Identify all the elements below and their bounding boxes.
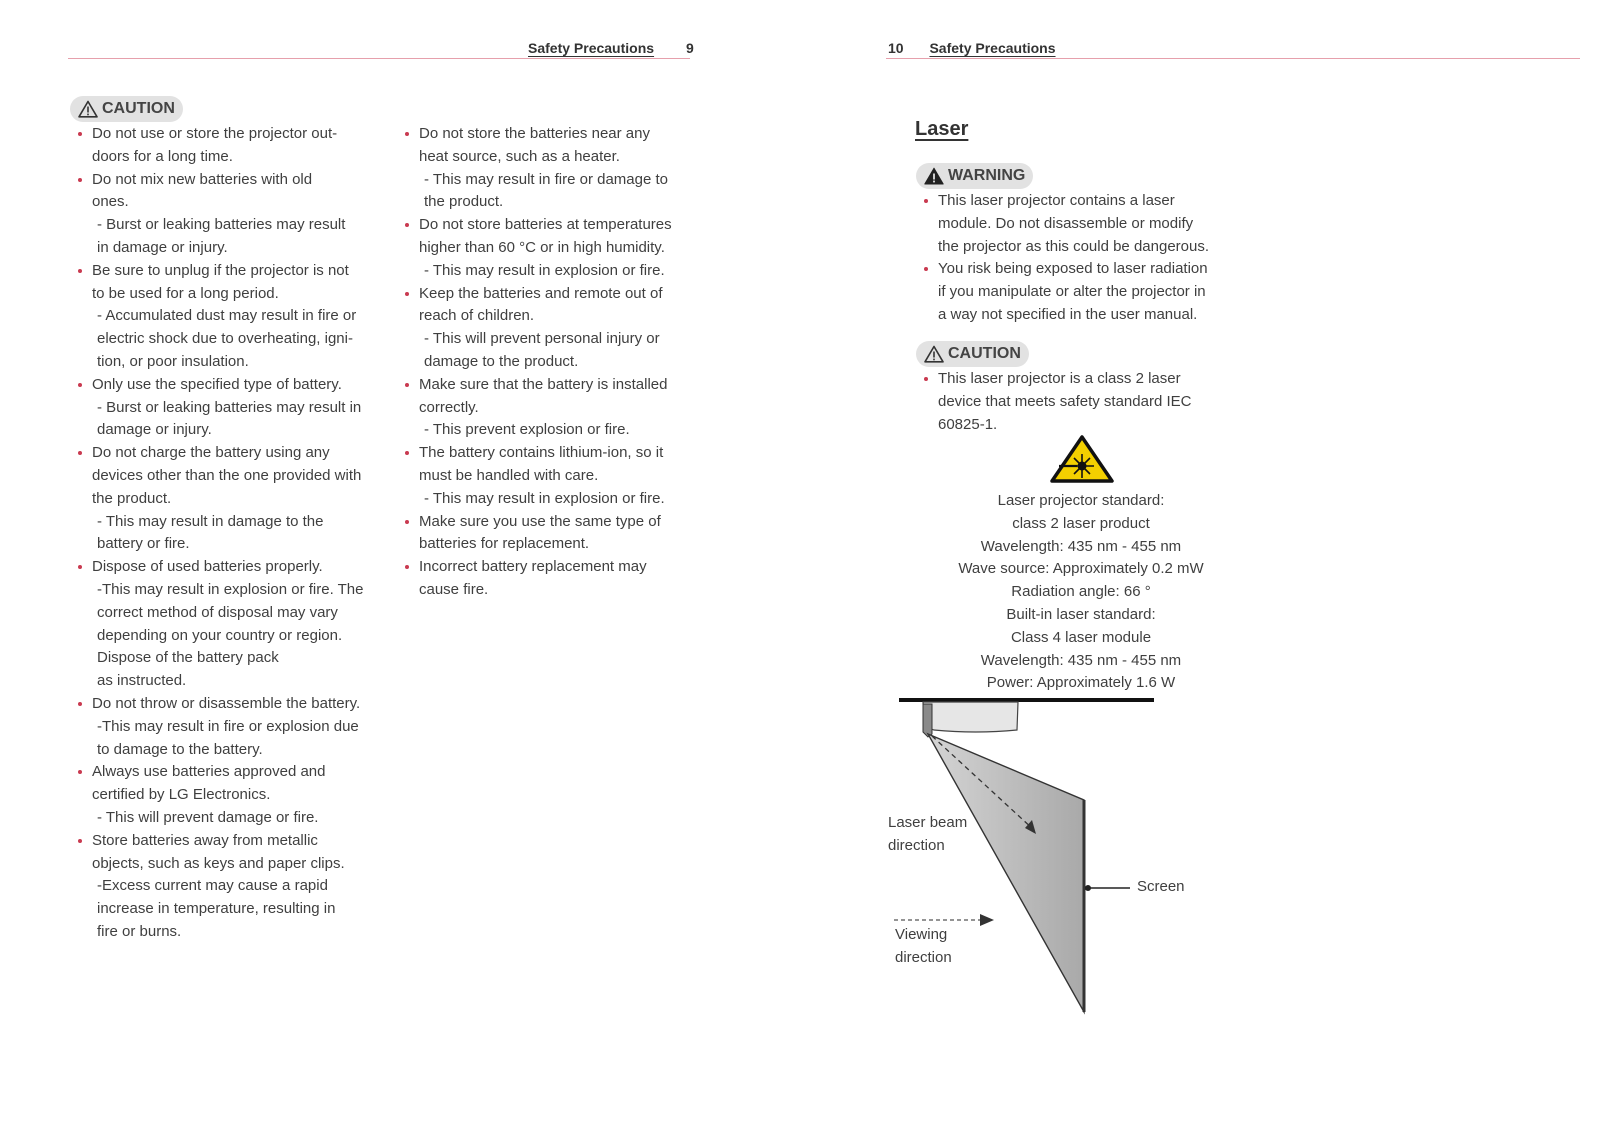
- bullet-subtext: - Burst or leaking batteries may result in damage or injury.: [97, 398, 362, 439]
- header-title: Safety Precautions: [528, 40, 655, 56]
- bullet-subtext: - Burst or leaking batteries may result in damage or injury.: [97, 216, 346, 256]
- warning-list: [920, 190, 1250, 327]
- bullet-subtext: - This will prevent damage or fire.: [97, 808, 319, 826]
- spec-line: Radiation angle: 66 °: [1011, 583, 1151, 601]
- bullet-item: [401, 374, 711, 442]
- bullet-text: This laser projector is a class 2 laser device that meets safety standard IEC 60825-1.: [938, 370, 1192, 433]
- bullet-text: You risk being exposed to laser radiation if you manipulate or alter the projector in a way not specified in the user manual.: [938, 260, 1208, 323]
- bullet-text: Do not store batteries at temperatures higher than 60 °C or in high humidity.: [419, 216, 672, 256]
- bullet-text: The battery contains lithium-ion, so it must be handled with care.: [419, 444, 664, 484]
- bullet-subtext: - This prevent explosion or fire.: [424, 421, 630, 439]
- bullet-item: [401, 214, 711, 282]
- bullet-text: Be sure to unplug if the projector is not to be used for a long period.: [92, 261, 349, 302]
- bullet-subtext: - Accumulated dust may result in fire or electric shock due to overheating, igni- tion, or poor insulation.: [97, 307, 357, 370]
- bullet-text: Make sure that the battery is installed correctly.: [419, 375, 668, 416]
- bullet-item: [401, 442, 711, 510]
- page-header: [528, 40, 694, 56]
- bullet-text: Incorrect battery replacement may cause fire.: [419, 558, 647, 598]
- viewing-label: Viewing direction: [895, 926, 952, 966]
- spec-line: Wave source: Approximately 0.2 mW: [958, 560, 1204, 578]
- bullet-subtext: - This will prevent personal injury or damage to the product.: [424, 330, 660, 370]
- page-number: 9: [685, 40, 694, 56]
- bullet-item: [74, 761, 374, 829]
- bullet-text: Always use batteries approved and certified by LG Electronics.: [92, 763, 326, 804]
- page-header: [888, 40, 1056, 56]
- spec-line: Class 4 laser module: [1010, 628, 1152, 646]
- bullet-text: Do not use or store the projector out- doors for a long time.: [92, 125, 338, 165]
- bullet-text: Do not mix new batteries with old ones.: [92, 170, 313, 211]
- bullet-item: [74, 830, 374, 944]
- right-page: [806, 0, 1612, 1128]
- section-title: Laser: [915, 118, 969, 140]
- projector-body: [923, 702, 1018, 732]
- bullet-item: [74, 169, 374, 260]
- bullet-text: Make sure you use the same type of batteries for replacement.: [419, 512, 661, 553]
- bullet-subtext: - This may result in fire or damage to the product.: [424, 170, 668, 211]
- spec-line: Wavelength: 435 nm - 455 nm: [980, 651, 1182, 669]
- light-beam: [928, 734, 1084, 1012]
- spec-line: Power: Approximately 1.6 W: [986, 674, 1176, 692]
- caution-badge: [70, 96, 183, 122]
- projection-diagram: [886, 690, 1286, 1030]
- left-column-1: [74, 123, 374, 944]
- header-title: Safety Precautions: [929, 40, 1056, 56]
- bullet-subtext: - This may result in damage to the battery or fire.: [97, 512, 324, 553]
- caution-label: CAUTION: [948, 345, 1021, 362]
- laser-beam-label: Laser beam direction: [888, 814, 968, 854]
- caution-icon: [78, 100, 98, 118]
- caution-label: CAUTION: [102, 100, 175, 117]
- warning-label: WARNING: [948, 167, 1026, 184]
- header-rule: [68, 58, 690, 59]
- header-rule: [886, 58, 1580, 59]
- spec-line: Wavelength: 435 nm - 455 nm: [980, 537, 1182, 555]
- laser-spec-block: [916, 490, 1246, 695]
- bullet-item: [74, 374, 374, 442]
- bullet-item: [74, 693, 374, 761]
- screen-label: Screen: [1137, 878, 1185, 895]
- bullet-text: Store batteries away from metallic objects, such as keys and paper clips.: [92, 831, 345, 872]
- bullet-item: [920, 190, 1250, 258]
- bullet-item: [920, 258, 1250, 326]
- bullet-text: Do not store the batteries near any heat source, such as a heater.: [419, 125, 650, 165]
- caution-list-2: [401, 123, 711, 602]
- caution-badge: [916, 341, 1029, 367]
- caution-icon: [924, 345, 944, 363]
- page-number: 10: [888, 40, 904, 56]
- bullet-text: Keep the batteries and remote out of reach of children.: [419, 284, 663, 325]
- bullet-subtext: -This may result in fire or explosion due to damage to the battery.: [97, 717, 359, 758]
- bullet-subtext: - This may result in explosion or fire.: [424, 489, 665, 507]
- caution-list-1: [74, 123, 374, 944]
- bullet-subtext: -This may result in explosion or fire. The correct method of disposal may vary depending on your country or region. Dispose of the battery pack as instructed.: [97, 580, 364, 690]
- bullet-text: Dispose of used batteries properly.: [92, 558, 323, 576]
- bullet-item: [920, 368, 1250, 436]
- bullet-item: [401, 511, 711, 557]
- bullet-text: Only use the specified type of battery.: [92, 375, 342, 393]
- bullet-item: [401, 123, 711, 214]
- warning-badge: [916, 163, 1033, 189]
- bullet-item: [74, 260, 374, 374]
- bullet-item: [74, 442, 374, 556]
- bullet-item: [401, 283, 711, 374]
- bullet-text: Do not throw or disassemble the battery.: [92, 694, 361, 712]
- bullet-text: Do not charge the battery using any devices other than the one provided with the product.: [92, 444, 362, 507]
- spec-line: Built-in laser standard:: [1006, 605, 1156, 623]
- bullet-subtext: - This may result in explosion or fire.: [424, 261, 665, 279]
- bullet-item: [401, 556, 711, 602]
- caution-column: [920, 368, 1250, 436]
- bullet-text: This laser projector contains a laser module. Do not disassemble or modify the projector as this could be dangerous.: [938, 192, 1210, 255]
- laser-hazard-icon: [1049, 434, 1115, 484]
- bullet-subtext: -Excess current may cause a rapid increase in temperature, resulting in fire or burns.: [97, 877, 336, 940]
- left-column-2: [401, 123, 711, 602]
- spec-line: Laser projector standard:: [997, 492, 1165, 509]
- warning-column: [920, 190, 1250, 327]
- caution-list: [920, 368, 1250, 436]
- spec-line: class 2 laser product: [1012, 514, 1150, 532]
- bullet-item: [74, 123, 374, 169]
- bullet-item: [74, 556, 374, 693]
- warning-icon: [924, 167, 944, 185]
